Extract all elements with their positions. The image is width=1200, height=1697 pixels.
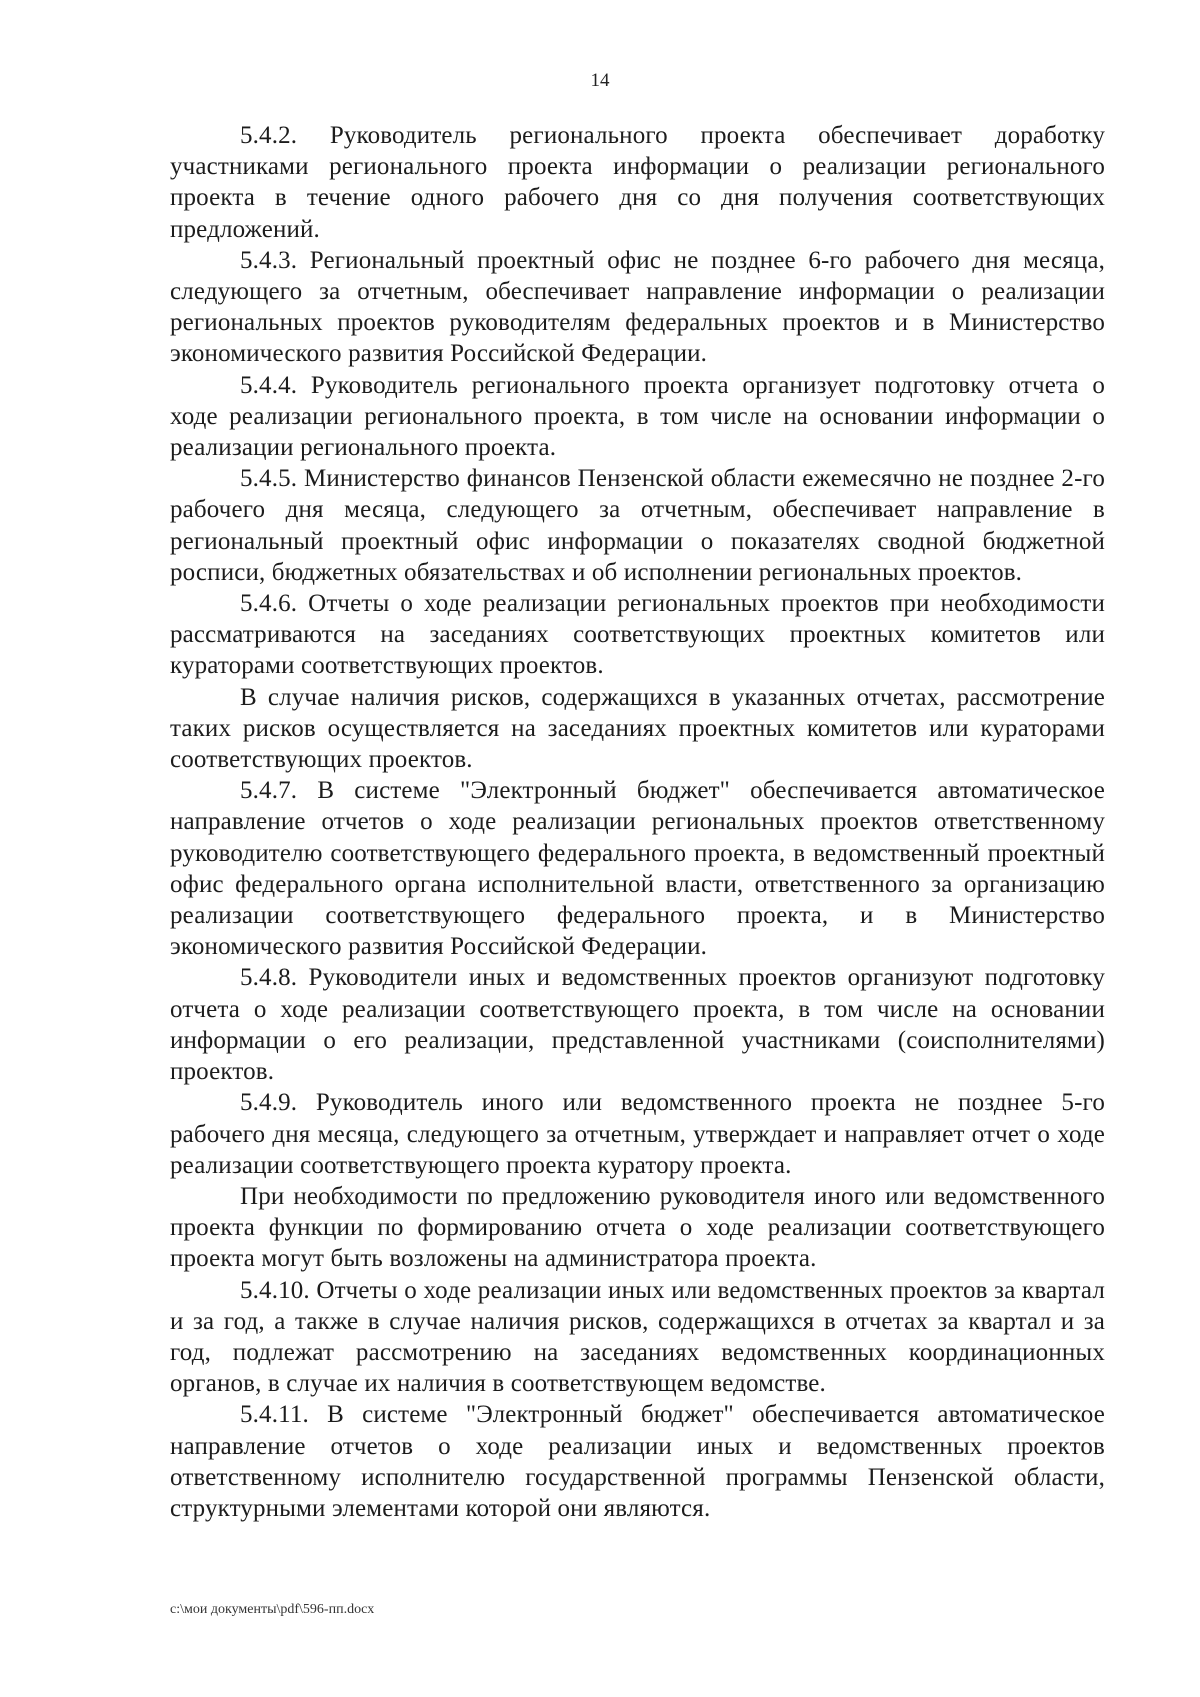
paragraph-5-4-6: 5.4.6. Отчеты о ходе реализации региональных проектов при необходимости рассматриваются на заседаниях соответствующих проектных комитетов или кураторами соответствующих проектов. — [170, 590, 1105, 680]
page-number: 14 — [590, 70, 610, 91]
paragraph-5-4-2: 5.4.2. Руководитель регионального проекта обеспечивает доработку участниками регионального проекта информации о реализации регионального проекта в течение одного рабочего дня со дня получения соответствующих предложений. — [170, 122, 1105, 243]
paragraph-5-4-10: 5.4.10. Отчеты о ходе реализации иных или ведомственных проектов за квартал и за год, а также в случае наличия рисков, содержащихся в отчетах за квартал и за год, подлежат рассмотрению на заседаниях ведомственных координационных органов, в случае их наличия в соответствующем ведомстве. — [170, 1276, 1105, 1398]
paragraph-risks: В случае наличия рисков, содержащихся в указанных отчетах, рассмотрение таких рисков осуществляется на заседаниях проектных комитетов или кураторами соответствующих проектов. — [170, 683, 1105, 774]
paragraph-5-4-7: 5.4.7. В системе "Электронный бюджет" обеспечивается автоматическое направление отчетов о ходе реализации региональных проектов ответственному руководителю соответствующего федерального проекта, в ведомственный проектный офис федерального органа исполнительной власти, ответственного за организацию реализации соответствующего федерального проекта, и в Министерство экономического развития Российской Федерации. — [170, 777, 1105, 961]
paragraph-5-4-8: 5.4.8. Руководители иных и ведомственных проектов организуют подготовку отчета о ходе реализации соответствующего проекта, в том числе на основании информации о его реализации, представленной участниками (соисполнителями) проектов. — [170, 964, 1105, 1086]
paragraph-administrator: При необходимости по предложению руководителя иного или ведомственного проекта функции по формированию отчета о ходе реализации соответствующего проекта могут быть возложены на администратора проекта. — [170, 1182, 1105, 1273]
paragraph-5-4-3: 5.4.3. Региональный проектный офис не позднее 6-го рабочего дня месяца, следующего за отчетным, обеспечивает направление информации о реализации региональных проектов руководителям федеральных проектов и в Министерство экономического развития Российской Федерации. — [170, 246, 1105, 368]
document-body — [170, 120, 1105, 1524]
paragraph-5-4-4: 5.4.4. Руководитель регионального проекта организует подготовку отчета о ходе реализации регионального проекта, в том числе на основании информации о реализации регионального проекта. — [170, 371, 1105, 462]
paragraph-5-4-9: 5.4.9. Руководитель иного или ведомственного проекта не позднее 5-го рабочего дня месяца, следующего за отчетным, утверждает и направляет отчет о ходе реализации соответствующего проекта куратору проекта. — [170, 1089, 1105, 1179]
paragraph-5-4-5: 5.4.5. Министерство финансов Пензенской области ежемесячно не позднее 2-го рабочего дня месяца, следующего за отчетным, обеспечивает направление в региональный проектный офис информации о показателях сводной бюджетной росписи, бюджетных обязательствах и об исполнении региональных проектов. — [170, 465, 1105, 586]
paragraph-5-4-11: 5.4.11. В системе "Электронный бюджет" обеспечивается автоматическое направление отчетов о ходе реализации иных и ведомственных проектов ответственному исполнителю государственной программы Пензенской области, структурными элементами которой они являются. — [170, 1401, 1105, 1522]
file-path-footer: c:\мои документы\pdf\596-пп.docx — [170, 1602, 375, 1617]
